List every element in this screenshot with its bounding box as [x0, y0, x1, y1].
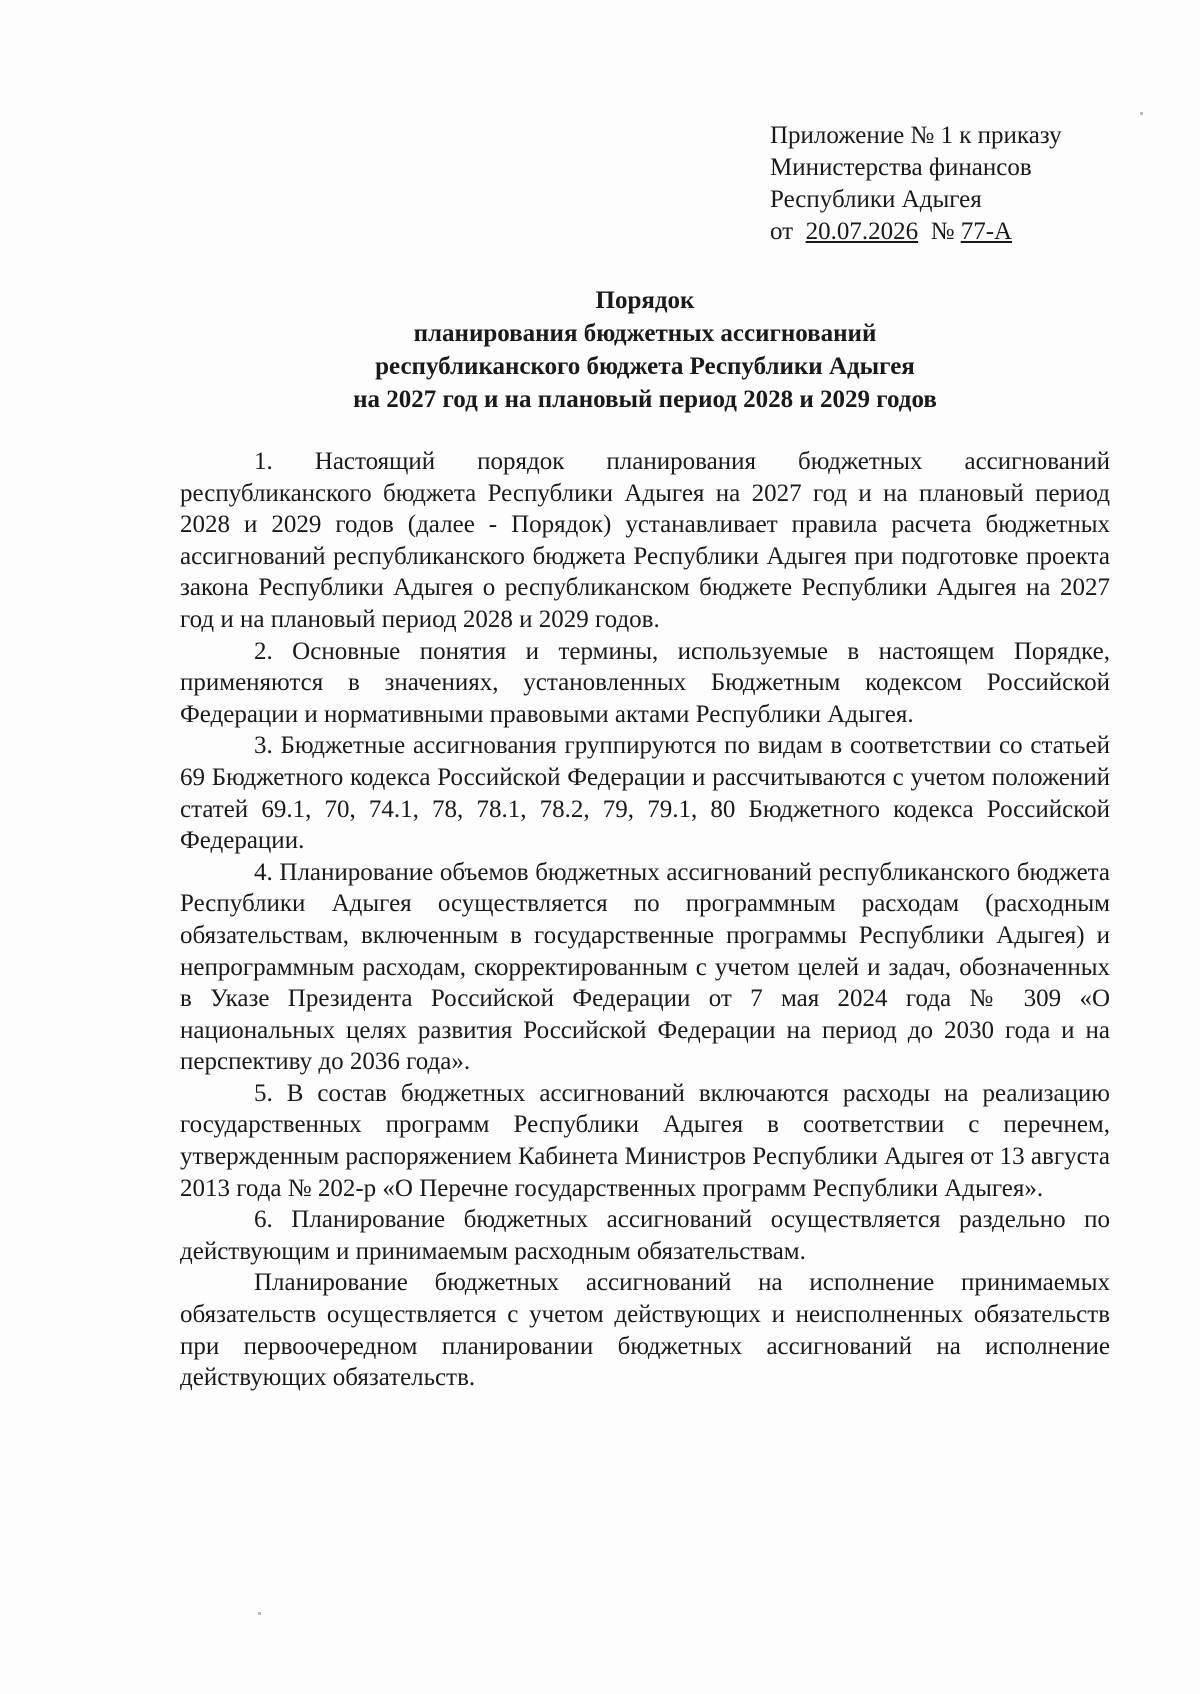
appendix-block [770, 120, 1062, 248]
appendix-line-1: Приложение № 1 к приказу [770, 122, 1062, 149]
appendix-num-sign: № [930, 218, 955, 245]
paragraph-7: Планирование бюджетных ассигнований на исполнение принимаемых обязательств осуществляется с учетом действующих и неисполненных обязательств при первоочередном планировании бюджетных ассигнований на исполнение действующих обязательств. [180, 1269, 1110, 1392]
appendix-from: от [770, 218, 794, 245]
scan-speck [1140, 112, 1143, 115]
title-line-1: Порядок [595, 287, 695, 314]
appendix-number: 77-А [960, 218, 1013, 245]
scan-speck [258, 1612, 261, 1615]
title-line-4: на 2027 год и на плановый период 2028 и 2029 годов [353, 386, 937, 413]
title-line-3: республиканского бюджета Республики Адыгея [375, 353, 915, 380]
paragraph-5: 5. В состав бюджетных ассигнований включаются расходы на реализацию государственных программ Республики Адыгея в соответствии с перечнем, утвержденным распоряжением Кабинета Министров Республики Адыгея от 13 августа 2013 года № 202-р «О Перечне государственных программ Республики Адыгея». [180, 1079, 1110, 1202]
paragraph-6: 6. Планирование бюджетных ассигнований осуществляется раздельно по действующим и принимаемым расходным обязательствам. [180, 1206, 1110, 1265]
title-line-2: планирования бюджетных ассигнований [413, 320, 877, 347]
appendix-line-3: Республики Адыгея [770, 186, 982, 213]
appendix-date: 20.07.2026 [805, 218, 919, 245]
appendix-line-4 [770, 216, 1062, 248]
appendix-line-2: Министерства финансов [770, 154, 1032, 181]
paragraph-1: 1. Настоящий порядок планирования бюджетных ассигнований республиканского бюджета Республики Адыгея на 2027 год и на плановый период 2028 и 2029 годов (далее - Порядок) устанавливает правила расчета бюджетных ассигнований республиканского бюджета Республики Адыгея при подготовке проекта закона Республики Адыгея о республиканском бюджете Республики Адыгея на 2027 год и на плановый период 2028 и 2029 годов. [180, 448, 1110, 633]
paragraph-2: 2. Основные понятия и термины, используемые в настоящем Порядке, применяются в значениях, установленных Бюджетным кодексом Российской Федерации и нормативными правовыми актами Республики Адыгея. [180, 637, 1110, 728]
paragraph-3: 3. Бюджетные ассигнования группируются по видам в соответствии со статьей 69 Бюджетного кодекса Российской Федерации и рассчитываются с учетом положений статей 69.1, 70, 74.1, 78, 78.1, 78.2, 79, 79.1, 80 Бюджетного кодекса Российской Федерации. [180, 732, 1110, 855]
paragraph-4: 4. Планирование объемов бюджетных ассигнований республиканского бюджета Республики Адыгея осуществляется по программным расходам (расходным обязательствам, включенным в государственные программы Республики Адыгея) и непрограммным расходам, скорректированным с учетом целей и задач, обозначенных в Указе Президента Российской Федерации от 7 мая 2024 года № 309 «О национальных целях развития Российской Федерации на период до 2030 года и на перспективу до 2036 года». [180, 858, 1110, 1076]
document-title [180, 284, 1110, 416]
document-body [180, 446, 1110, 1394]
